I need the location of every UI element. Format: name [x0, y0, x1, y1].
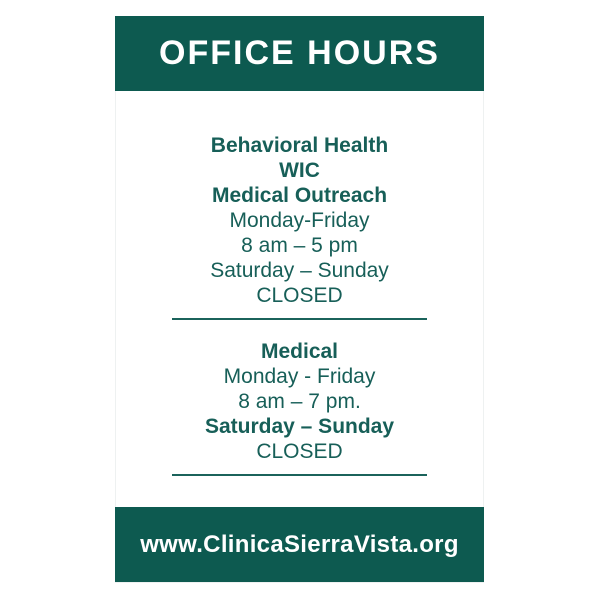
service-name: Medical Outreach — [211, 184, 388, 207]
days-open: Monday - Friday — [223, 365, 376, 388]
website-url: www.ClinicaSierraVista.org — [140, 530, 459, 558]
sign-body — [116, 91, 483, 476]
days-closed: Saturday – Sunday — [204, 415, 395, 438]
sign-footer-bar — [115, 507, 484, 582]
service-name: Medical — [260, 340, 339, 363]
section-divider — [172, 318, 427, 320]
hours-section-medical — [116, 339, 483, 464]
closed-label: CLOSED — [256, 284, 343, 307]
office-hours-sign — [115, 16, 484, 583]
hours-open: 8 am – 7 pm. — [238, 390, 361, 413]
section-divider — [172, 474, 427, 476]
closed-label: CLOSED — [256, 440, 343, 463]
sign-header-bar — [115, 16, 484, 91]
days-open: Monday-Friday — [229, 209, 370, 232]
hours-open: 8 am – 5 pm — [241, 234, 358, 257]
days-closed: Saturday – Sunday — [210, 259, 389, 282]
sign-title: OFFICE HOURS — [159, 34, 440, 72]
hours-section-behavioral-health — [116, 133, 483, 308]
service-name: Behavioral Health — [210, 134, 389, 157]
service-name: WIC — [279, 159, 320, 182]
